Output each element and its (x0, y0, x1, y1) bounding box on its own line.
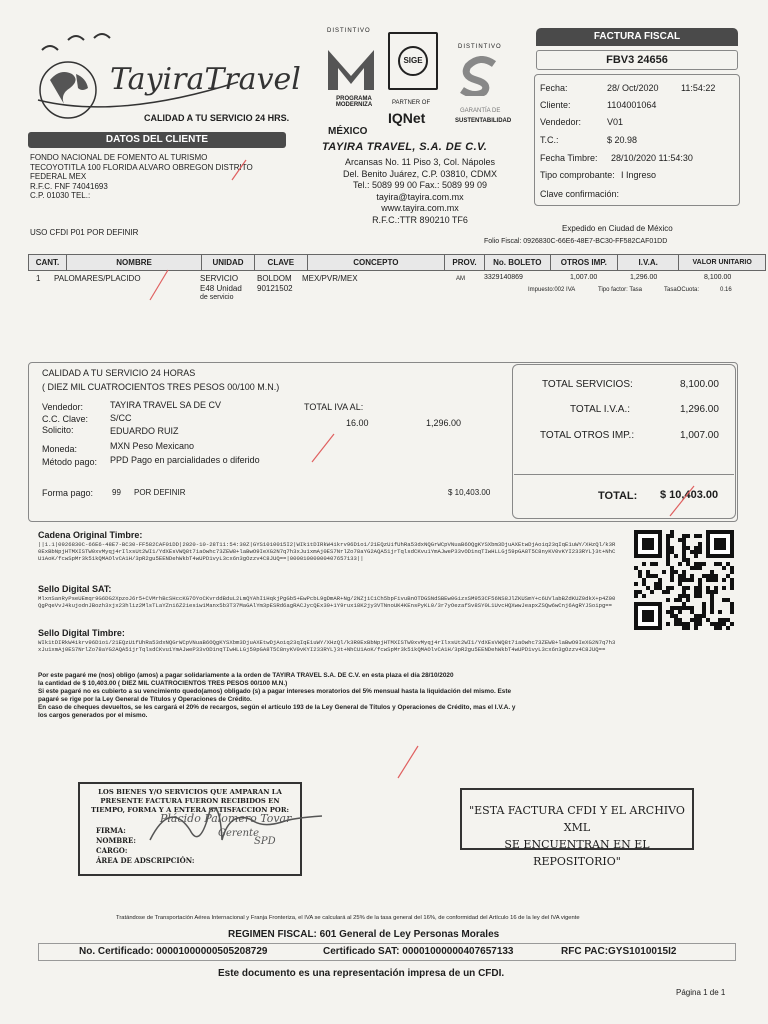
summary-forma-label: Forma pago: (42, 488, 94, 498)
col-otros: OTROS IMP. (550, 255, 618, 271)
uso-cfdi: USO CFDI P01 POR DEFINIR (30, 228, 139, 237)
folio-fiscal: Folio Fiscal: 0926830C-66E6-48E7-BC30-FF582CAF01DD (484, 238, 668, 245)
client-line: C.P. 01030 TEL.: (30, 191, 91, 200)
summary-solicito-label: Solicito: (42, 425, 74, 435)
cliente-value: 1104001064 (607, 100, 657, 110)
row-tasa-value: 0.16 (720, 287, 732, 293)
stamp-nombre-label: NOMBRE: (96, 836, 136, 845)
address-line: Arcansas No. 11 Piso 3, Col. Nápoles (345, 157, 495, 167)
tipo-value: I Ingreso (621, 170, 657, 180)
client-section-title: DATOS DEL CLIENTE (28, 132, 286, 148)
row-cant: 1 (36, 274, 41, 283)
row-unidad-2: E48 Unidad (200, 284, 242, 293)
col-unidad: UNIDAD (202, 255, 255, 271)
regimen-fiscal: REGIMEN FISCAL: 601 General de Ley Personas Morales (228, 929, 500, 940)
sello-timbre-title: Sello Digital Timbre: (38, 628, 125, 638)
repository-stamp (460, 788, 694, 868)
client-line: R.F.C. FNF 74041693 (30, 181, 108, 191)
cadena-text: ||1.1|0926830C-66E6-48E7-BC30-FF582CAF01DD|2020-10-28T11:54:30Z|GYS1010015I2|WIk1tDIRkW4ikrv96D1o1/21EQzUifUhRa53dxNQGrWCpVNuaB6OQgKYSXbm3DjuAXEtwDjAoiq23qIqE1uWY/XHzQl/k3R0ExBbNpjHTMXISTW0xvMyqj4rIlxsUt2WI1/YdXEsVWQ8t7iaOwhc73ZEW8+laBwO9IeXG2N7q7h3xJu1xmAj0ES7NrlZo78aYG2AQA51jrTqlsdCKvu1YmAJweP33vOD1nqTIwHLLGj59pGA8T5C8nyKV0vKYI233RYL}3t+NhCU1AoK/fcwSpMr3k51kQMAOlvCA1H/3pR2gu5EENDehWkbT4wUPD1vyL3cx6n3gOzzv4C8JUQ==|00001000000407657133|| (38, 541, 616, 562)
summary-total-iva-label: TOTAL IVA AL: (304, 402, 364, 412)
company-name: TAYIRA TRAVEL, S.A. DE C.V. (322, 141, 488, 153)
stamp-line: TIEMPO, FORMA Y A ENTERA SATISFACCION POR: (91, 806, 289, 814)
repo-line: "ESTA FACTURA CFDI Y EL ARCHIVO XML (469, 804, 685, 834)
company-address (320, 157, 520, 226)
row-prov: AM (456, 276, 465, 282)
rfc-pac: RFC PAC:GYS1010015I2 (561, 946, 677, 957)
col-boleto: No. BOLETO (485, 255, 550, 271)
fecha-time: 11:54:22 (681, 83, 716, 93)
total-servicios-value: 8,100.00 (680, 379, 719, 390)
qr-code (634, 530, 734, 630)
row-boleto: 3329140869 (484, 274, 523, 281)
garantia-label: GARANTÍA DE (460, 108, 501, 114)
partner-label: PARTNER OF (392, 100, 431, 106)
web-line: www.tayira.com.mx (381, 203, 459, 213)
total-iva-value: 1,296.00 (680, 404, 719, 415)
sello-sat-text: MlxnSanRyPseUEmqr9G6DG2XpzoJ6r5+CVMrhBcSHccKG7OYoCKvrddBduL2LmQYAhI1HqkjPgGb5+EwPcbL9gDmAR+Ng/2NZjiCiCh5bpFivuBnOTDGSNdSBEw0GizxSM953CF56NS8JlZKUSmY+c6UVlabBZdKUZ0dkX+p4Z00QgPqeVvJ4kujodnJBozh3xjx23hliz2MlsTLaYZni6Z2ies1w1Manx5b3T37MaGAlYm3pESRd6agRACJycQEx30+1Y9rux18K2jy3VTNnoUK4KEnsPyKL0/3r7yOezafSv8SY0L1UvcHQXwwJeapxZSQw6wCnj6AgRYJSoipg== (38, 595, 616, 609)
summary-metodo-value: PPD Pago en parcialidades o diferido (110, 455, 260, 465)
table-row (28, 274, 766, 308)
items-header-row (29, 255, 766, 271)
page-number: Página 1 de 1 (676, 988, 726, 997)
vendedor-label: Vendedor: (540, 117, 582, 127)
vendedor-value: V01 (607, 117, 624, 127)
factura-title: FACTURA FISCAL (536, 28, 738, 46)
row-clave-1: BOLDOM (257, 274, 292, 283)
timbre-label: Fecha Timbre: (540, 153, 598, 163)
summary-forma-value: POR DEFINIR (134, 488, 186, 497)
certificados-bar (38, 943, 736, 961)
repo-line: SE ENCUENTRAN EN EL REPOSITORIO" (504, 838, 650, 868)
summary-vendedor-label: Vendedor: (42, 402, 84, 412)
tc-label: T.C.: (540, 135, 559, 145)
tipo-label: Tipo comprobante: (540, 170, 615, 180)
row-iva: 1,296.00 (630, 274, 658, 281)
sello-timbre-text: WIk1tDIRkW4ikrv96D1o1/21EQzUifUhRa53dxNQGrWCpVNuaB6OQgKYSXbm3DjuAXEtwDjAoiq23qIqE1uWY/XHzQl/k3R0ExBbNpjHTMXISTW0xvMyqj4rIlxsUt2WI1/YdXEsVWQ8t7iaOwhc73ZEW8+laBwO9IeXG2N7q7h3xJu1xmAj0ES7NrlZo78aYG2AQA51jrTqlsdCKvu1YmAJweP33vOD1nqTIwHLLGj59pGA8T5C8nyKV0vKYI233RYL}3t+NhCU1AoK/fcwSpMr3k51kQMAOlvCA1H/3pR2gu5EENDehWkbT4wUPD1vyL3cx6n3gOzzv4C8JUQ== (38, 639, 616, 653)
summary-metodo-label: Método pago: (42, 457, 98, 467)
row-nombre: PALOMARES/PLACIDO (54, 274, 141, 283)
footer-note: Tratándose de Transportación Aérea Internacional y Franja Fronteriza, el IVA se calculará al 25% de la tasa general del 16%, de conformidad del Artículo 16 de la ley del IVA vigente (116, 915, 580, 921)
phone-line: Tel.: 5089 99 00 Fax.: 5089 99 09 (352, 180, 488, 190)
summary-forma-amount: $ 10,403.00 (448, 488, 491, 497)
pagare-line: pagaré se rige por la Ley General de Títulos y Operaciones de Crédito. (38, 696, 252, 703)
row-impuesto: Impuesto:002 IVA (528, 287, 576, 293)
cadena-title: Cadena Original Timbre: (38, 530, 143, 540)
fecha-value: 28/ Oct/2020 (607, 83, 659, 93)
summary-moneda-value: MXN Peso Mexicano (110, 441, 195, 451)
row-valor: 8,100.00 (704, 274, 732, 281)
distintivo-label-2: DISTINTIVO (458, 44, 502, 50)
clave-label: Clave confirmación: (540, 189, 620, 199)
summary-tagline: CALIDAD A TU SERVICIO 24 HORAS (42, 368, 196, 378)
row-concepto: MEX/PVR/MEX (302, 274, 358, 283)
stamp-cargo-label: CARGO: (96, 846, 128, 855)
stamp-line: LOS BIENES Y/O SERVICIOS QUE AMPARAN LA (98, 788, 282, 796)
sustentabilidad-label: SUSTENTABILIDAD (455, 118, 512, 124)
tc-value: $ 20.98 (607, 135, 638, 145)
pagare-line: En caso de cheques devueltos, se les cargará el 20% de recargos, según el artículo 193 de la Ley General de Títulos y Operaciones de Crédito, mas el I.V.A. y (38, 704, 516, 711)
summary-moneda-label: Moneda: (42, 444, 78, 454)
fecha-label: Fecha: (540, 83, 568, 93)
client-line: TECOYOTITLA 100 FLORIDA ALVARO OBREGON DISTRITO (30, 162, 253, 172)
moderniza-logo-icon (326, 46, 376, 92)
factura-details (534, 74, 740, 206)
summary-iva-rate: 16.00 (346, 418, 369, 428)
items-table (28, 254, 766, 271)
total-servicios-label: TOTAL SERVICIOS: (542, 379, 633, 390)
row-tipo-factor: Tipo factor: Tasa (598, 287, 643, 293)
col-cant: CANT. (29, 255, 67, 271)
brand-tagline: CALIDAD A TU SERVICIO 24 HRS. (144, 113, 290, 123)
handwritten-cargo: Gerente (218, 828, 259, 839)
total-otros-value: 1,007.00 (680, 430, 719, 441)
certificado-sat: Certificado SAT: 00001000000407657133 (323, 946, 514, 957)
row-unidad-3: de servicio (200, 294, 234, 301)
client-line: FEDERAL MEX (30, 172, 87, 181)
col-iva: I.V.A. (618, 255, 679, 271)
summary-cc-value: S/CC (110, 413, 132, 423)
col-valor: VALOR UNITARIO (679, 255, 766, 271)
stamp-area-label: ÁREA DE ADSCRIPCIÓN: (96, 856, 195, 865)
summary-cc-label: C.C. Clave: (42, 414, 89, 424)
timbre-value: 28/10/2020 11:54:30 (611, 153, 693, 163)
pagare-line: los cargos generados por el mismo. (38, 712, 148, 719)
sello-sat-title: Sello Digital SAT: (38, 584, 112, 594)
summary-solicito-value: EDUARDO RUIZ (110, 426, 179, 436)
no-certificado: No. Certificado: 00001000000505208729 (79, 946, 268, 957)
iqnet-label: IQNet (388, 110, 426, 126)
total-otros-label: TOTAL OTROS IMP.: (540, 430, 635, 441)
total-separator (514, 474, 734, 475)
col-concepto: CONCEPTO (307, 255, 444, 271)
sige-seal (388, 32, 438, 90)
total-value: $ 10,403.00 (660, 489, 719, 501)
summary-iva-amount: 1,296.00 (426, 418, 462, 428)
total-iva-label: TOTAL I.V.A.: (570, 404, 631, 415)
sige-label: SIGE (398, 46, 428, 76)
pagare-line: la cantidad de $ 10,403.00 ( DIEZ MIL CUATROCIENTOS TRES PESOS 00/100 M.N.) (38, 680, 288, 687)
col-nombre: NOMBRE (67, 255, 202, 271)
factura-number-box (536, 50, 738, 70)
representacion: Este documento es una representación impresa de un CFDI. (218, 968, 505, 979)
brand-name: TayiraTravel (110, 62, 301, 97)
client-info (30, 153, 253, 201)
factura-number: FBV3 24656 (606, 54, 668, 66)
row-otros: 1,007.00 (570, 274, 598, 281)
email-line: tayira@tayira.com.mx (376, 191, 464, 202)
client-line: FONDO NACIONAL DE FOMENTO AL TURISMO (30, 153, 208, 162)
stamp-line: PRESENTE FACTURA FUERON RECIBIDOS EN (100, 797, 280, 805)
handwritten-name: Plácido Palomero Tovar (160, 812, 292, 825)
row-clave-2: 90121502 (257, 284, 293, 293)
handwritten-area: SPD (254, 836, 276, 847)
distintivo-label: DISTINTIVO (327, 28, 371, 34)
expedido: Expedido en Ciudad de México (562, 224, 673, 233)
cliente-label: Cliente: (540, 100, 571, 110)
moderniza-label: PROGRAMA MODERNIZA (335, 96, 373, 108)
summary-vendedor-value: TAYIRA TRAVEL SA DE CV (110, 400, 222, 410)
pagare-line: Si este pagaré no es cubierto a su vencimiento quedo(amos) obligado (s) a pagar intereses moratorios del 5% mensual hasta la liquidación del mismo. Este (38, 688, 512, 695)
col-clave: CLAVE (254, 255, 307, 271)
row-tasa: TasaOCuota: (664, 287, 700, 293)
address-line: Del. Benito Juárez, C.P. 03810, CDMX (343, 168, 497, 179)
rfc-line: R.F.C.:TTR 890210 TF6 (372, 214, 468, 225)
summary-amount-words: ( DIEZ MIL CUATROCIENTOS TRES PESOS 00/100 M.N.) (42, 382, 280, 392)
stamp-firma-label: FIRMA: (96, 826, 126, 835)
mexico-label: MÉXICO (328, 126, 368, 137)
total-label: TOTAL: (598, 490, 638, 502)
signature-icon (140, 800, 330, 850)
pagare-text (38, 672, 738, 720)
summary-forma-code: 99 (112, 488, 121, 497)
sustentabilidad-logo-icon (460, 56, 500, 96)
pagare-line: Por este pagaré me (nos) obligo (amos) a pagar solidariamente a la orden de TAYIRA TRAVEL S.A. DE C.V. en esta plaza el día 28/10/2020 (38, 672, 454, 679)
row-unidad-1: SERVICIO (200, 274, 239, 283)
col-prov: PROV. (444, 255, 484, 271)
